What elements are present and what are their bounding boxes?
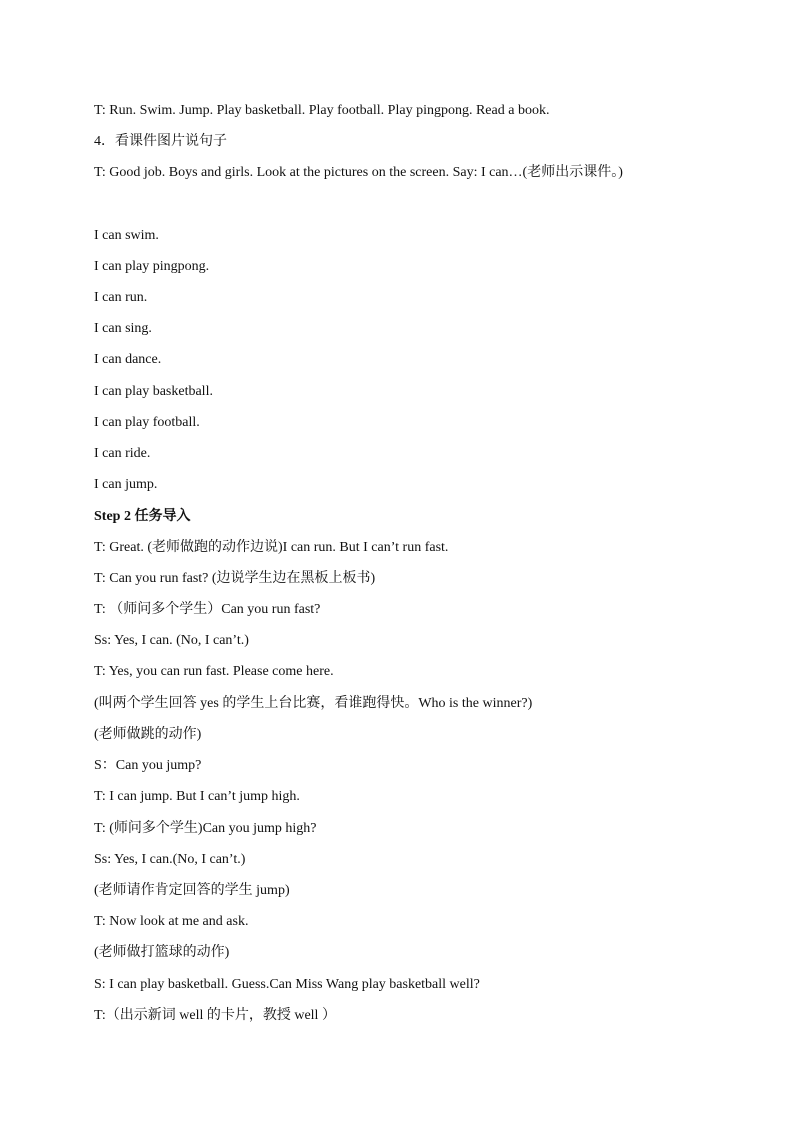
- text-line: T: Run. Swim. Jump. Play basketball. Play football. Play pingpong. Read a book.: [94, 103, 550, 118]
- text-line: T: Great. (老师做跑的动作边说)I can run. But I can’t run fast.: [94, 540, 449, 555]
- text-line: T: Good job. Boys and girls. Look at the pictures on the screen. Say: I can…(老师出示课件。): [94, 165, 623, 180]
- example-sentence: I can play pingpong.: [94, 259, 210, 274]
- example-sentence: I can dance.: [94, 352, 162, 367]
- text-line: T: Now look at me and ask.: [94, 914, 249, 929]
- text-line: T:（出示新词 well 的卡片，教授 well ）: [94, 1008, 336, 1023]
- text-line: (老师做跳的动作): [94, 727, 202, 742]
- text-line: S: I can play basketball. Guess.Can Miss Wang play basketball well?: [94, 977, 480, 992]
- example-sentence: I can play basketball.: [94, 384, 213, 399]
- example-sentence: I can ride.: [94, 446, 151, 461]
- text-line: (叫两个学生回答 yes 的学生上台比赛，看谁跑得快。Who is the winner?): [94, 696, 533, 711]
- example-sentence: I can swim.: [94, 228, 159, 243]
- text-line: (老师请作肯定回答的学生 jump): [94, 883, 290, 898]
- example-sentence: I can jump.: [94, 477, 158, 492]
- text-line: T: (师问多个学生)Can you jump high?: [94, 821, 317, 836]
- example-sentence: I can sing.: [94, 321, 152, 336]
- text-line: T: Yes, you can run fast. Please come here.: [94, 664, 334, 679]
- text-line: Ss: Yes, I can.(No, I can’t.): [94, 852, 246, 867]
- example-sentence: I can run.: [94, 290, 148, 305]
- text-line: T: I can jump. But I can’t jump high.: [94, 789, 300, 804]
- text-line: S：Can you jump?: [94, 758, 202, 773]
- text-line: T: （师问多个学生）Can you run fast?: [94, 602, 321, 617]
- text-line: T: Can you run fast? (边说学生边在黑板上板书): [94, 571, 376, 586]
- text-line: Ss: Yes, I can. (No, I can’t.): [94, 633, 249, 648]
- step-heading: Step 2 任务导入: [94, 509, 191, 524]
- example-sentence: I can play football.: [94, 415, 200, 430]
- section-heading: 4．看课件图片说句子: [94, 134, 227, 149]
- text-line: (老师做打篮球的动作): [94, 945, 230, 960]
